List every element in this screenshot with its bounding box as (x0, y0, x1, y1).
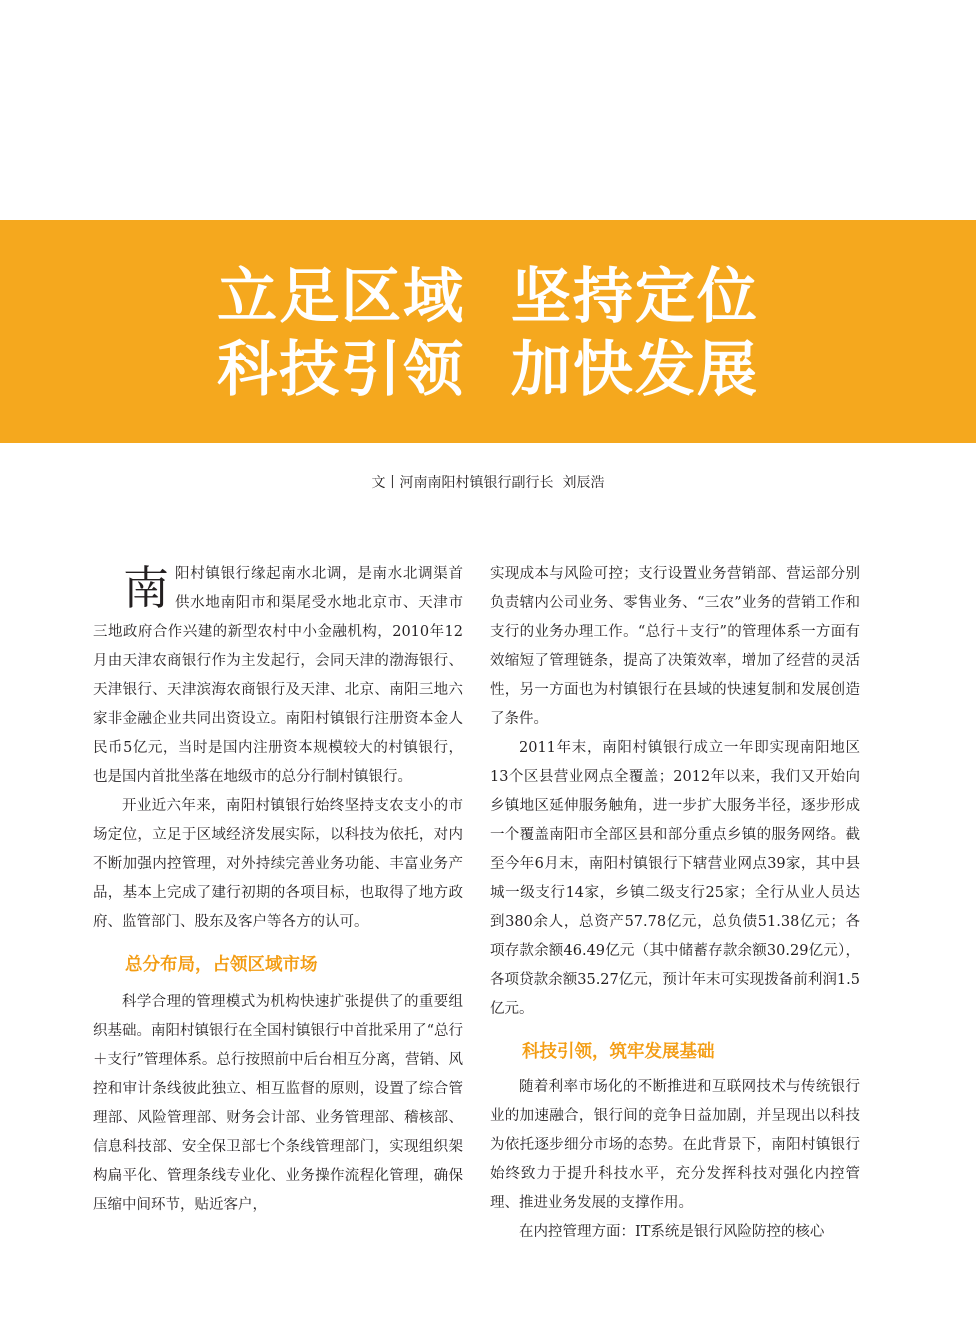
paragraph-market-positioning: 开业近六年来，南阳村镇银行始终坚持支农支小的市场定位，立足于区域经济发展实际，以科技为依托，对内不断加强内控管理，对外持续完善业务功能、丰富业务产品，基本上完成了建行初期的各项目标，也取得了地方政府、监管部门、股东及客户等各方的认可。 (93, 798, 463, 930)
dropcap: 南 (123, 561, 169, 615)
paragraph-technology: 随着利率市场化的不断推进和互联网技术与传统银行业的加速融合，银行间的竞争日益加剧，并呈现出以科技为依托逐步细分市场的态势。在此背景下，南阳村镇银行始终致力于提升科技水平，充分发挥科技对强化内控管理、推进业务发展的支撑作用。 (490, 1079, 860, 1211)
left-column (93, 560, 463, 1220)
paragraph-network-growth: 2011年末，南阳村镇银行成立一年即实现南阳地区13个区县营业网点全覆盖；2012年以来，我们又开始向乡镇地区延伸服务触角，进一步扩大服务半径，逐步形成一个覆盖南阳市全部区县和部分重点乡镇的服务网络。截至今年6月末，南阳村镇银行下辖营业网点39家，其中县城一级支行14家，乡镇二级支行25家；全行从业人员达到380余人，总资产57.78亿元，总负债51.38亿元；各项存款余额46.49亿元（其中储蓄存款余额30.29亿元），各项贷款余额35.27亿元，预计年末可实现拨备前利润1.5亿元。 (490, 740, 860, 1017)
intro-paragraph-text: 阳村镇银行缘起南水北调，是南水北调渠首供水地南阳市和渠尾受水地北京市、天津市三地政府合作兴建的新型农村中小金融机构，2010年12月由天津农商银行作为主发起行，会同天津的渤海银行、天津银行、天津滨海农商银行及天津、北京、南阳三地六家非金融企业共同出资设立。南阳村镇银行注册资本金人民币5亿元，当时是国内注册资本规模较大的村镇银行，也是国内首批坐落在地级市的总分行制村镇银行。 (93, 566, 463, 785)
paragraph-management-continued: 实现成本与风险可控；支行设置业务营销部、营运部分别负责辖内公司业务、零售业务、“三农”业务的营销工作和支行的业务办理工作。“总行＋支行”的管理体系一方面有效缩短了管理链条，提高了决策效率，增加了经营的灵活性，另一方面也为村镇银行在县域的快速复制和发展创造了条件。 (490, 566, 860, 727)
right-column (490, 560, 860, 1247)
paragraph-management-model: 科学合理的管理模式为机构快速扩张提供了的重要组织基础。南阳村镇银行在全国村镇银行中首批采用了“总行＋支行”管理体系。总行按照前中后台相互分离，营销、风控和审计条线彼此独立、相互监督的原则，设置了综合管理部、风险管理部、财务会计部、业务管理部、稽核部、信息科技部、安全保卫部七个条线管理部门，实现组织架构扁平化、管理条线专业化、业务操作流程化管理，确保压缩中间环节，贴近客户， (93, 994, 463, 1213)
title-line-2: 科技引领 加快发展 (217, 335, 759, 405)
intro-paragraph (93, 560, 463, 792)
title-line-1: 立足区域 坚持定位 (217, 262, 759, 332)
section-heading-layout: 总分布局，占领区域市场 (125, 955, 318, 975)
section-heading-technology: 科技引领，筑牢发展基础 (522, 1042, 715, 1062)
byline: 文丨河南南阳村镇银行副行长 刘辰浩 (371, 475, 605, 491)
paragraph-internal-control: 在内控管理方面：IT系统是银行风险防控的核心 (519, 1224, 825, 1240)
